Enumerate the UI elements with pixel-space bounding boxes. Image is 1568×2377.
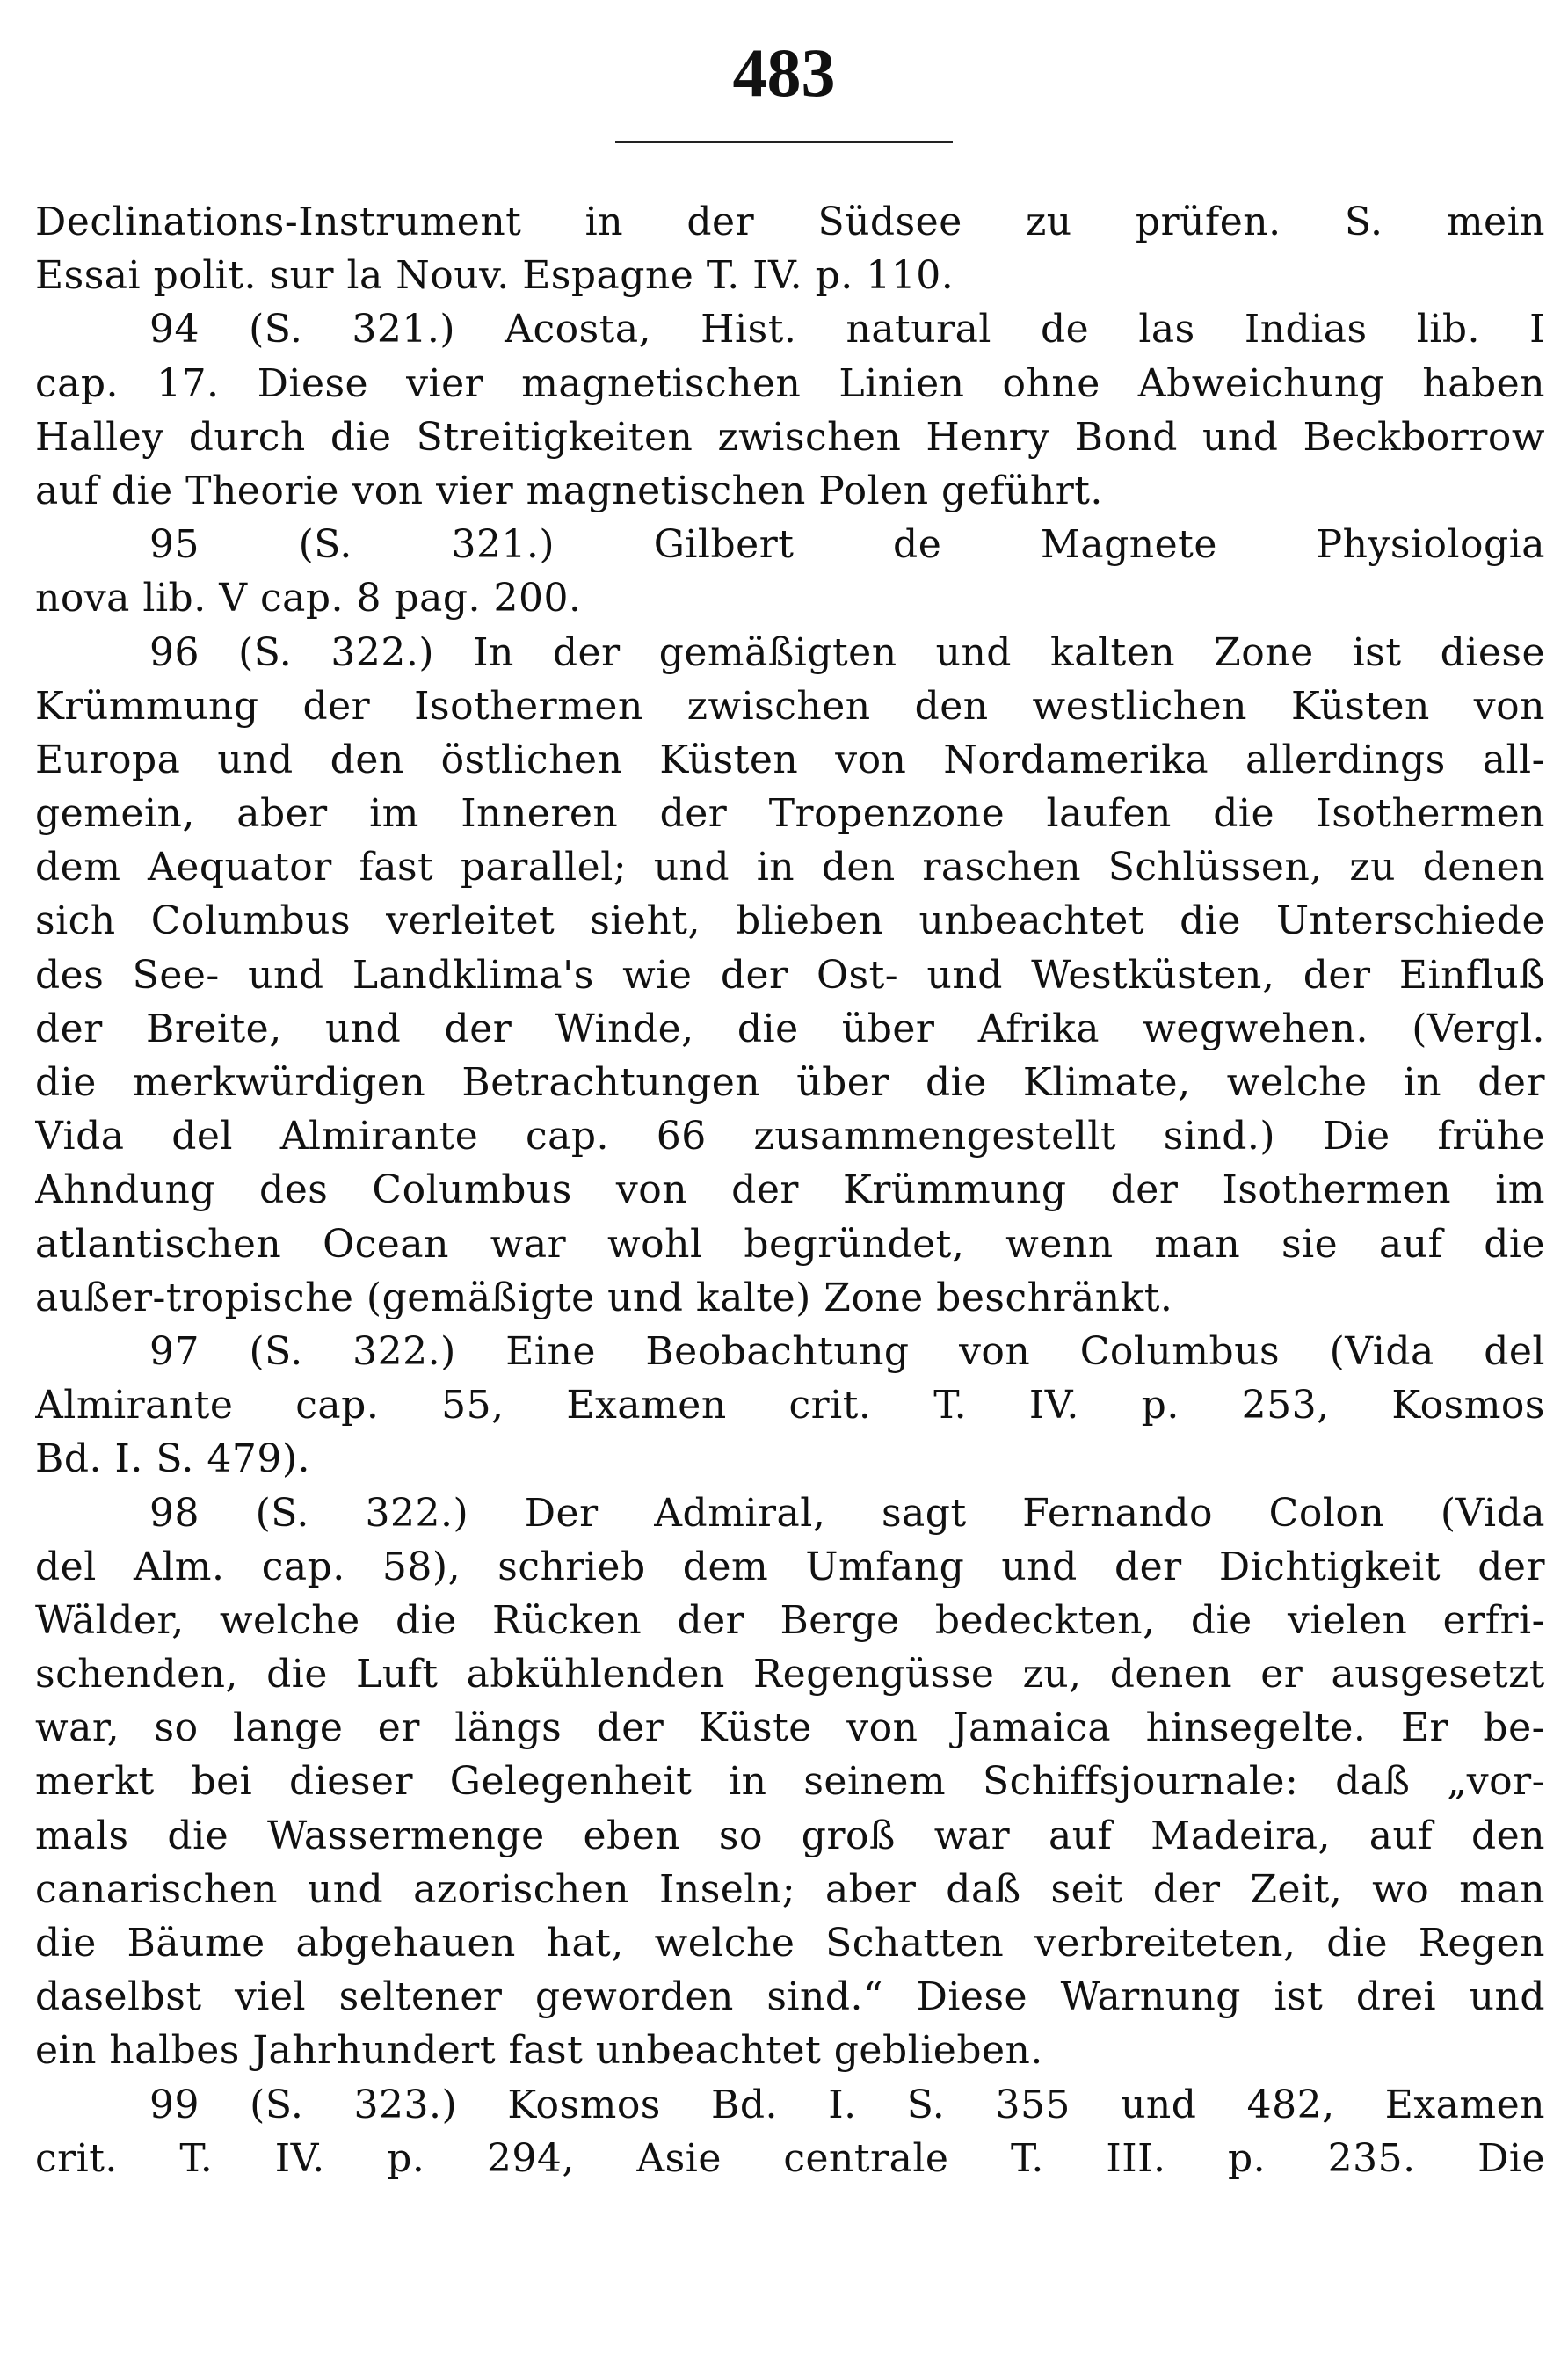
text-line: Europa und den östlichen Küsten von Nordamerika allerdings all- (35, 737, 1545, 782)
text-line: 99 (S. 323.) Kosmos Bd. I. S. 355 und 482, Examen (149, 2082, 1545, 2127)
text-line: 98 (S. 322.) Der Admiral, sagt Fernando Colon (Vida (149, 1490, 1545, 1536)
text-line: die merkwürdigen Betrachtungen über die Klimate, welche in der (35, 1060, 1545, 1105)
page-number: 483 (732, 34, 836, 111)
text-line: Declinations-Instrument in der Südsee zu prüfen. S. mein (35, 200, 1545, 244)
text-line: sich Columbus verleitet sieht, blieben unbeachtet die Unterschiede (35, 898, 1545, 944)
text-line: Essai polit. sur la Nouv. Espagne T. IV. p. 110. (35, 253, 955, 299)
text-line: war, so lange er längs der Küste von Jamaica hinsegelte. Er be- (35, 1705, 1545, 1751)
header-rule (615, 141, 953, 143)
text-line: merkt bei dieser Gelegenheit in seinem Schiffsjournale: daß „vor- (35, 1759, 1545, 1805)
text-line: nova lib. V cap. 8 pag. 200. (35, 576, 582, 622)
footnotes-text (35, 195, 1545, 2185)
text-line: 96 (S. 322.) In der gemäßigten und kalten Zone ist diese (149, 629, 1545, 675)
text-line: canarischen und azorischen Inseln; aber daß seit der Zeit, wo man (35, 1866, 1545, 1912)
text-line: Ahndung des Columbus von der Krümmung der Isothermen im (35, 1167, 1545, 1213)
text-line: die Bäume abgehauen hat, welche Schatten verbreiteten, die Regen (35, 1921, 1545, 1966)
text-line: crit. T. IV. p. 294, Asie centrale T. III. p. 235. Die (35, 2135, 1545, 2181)
text-line: atlantischen Ocean war wohl begründet, wenn man sie auf die (35, 1221, 1545, 1267)
text-line: 94 (S. 321.) Acosta, Hist. natural de las Indias lib. I (149, 307, 1545, 353)
text-line: Vida del Almirante cap. 66 zusammengestellt sind.) Die frühe (35, 1114, 1545, 1159)
text-line: Wälder, welche die Rücken der Berge bedeckten, die vielen erfri- (35, 1597, 1545, 1643)
text-line: außer-tropische (gemäßigte und kalte) Zone beschränkt. (35, 1275, 1173, 1320)
text-line: Krümmung der Isothermen zwischen den westlichen Küsten von (35, 683, 1545, 729)
text-line: Almirante cap. 55, Examen crit. T. IV. p. 253, Kosmos (35, 1383, 1545, 1428)
text-line: dem Aequator fast parallel; und in den raschen Schlüssen, zu denen (35, 845, 1545, 890)
text-line: daselbst viel seltener geworden sind.“ Diese Warnung ist drei und (35, 1974, 1545, 2020)
text-line: mals die Wassermenge eben so groß war auf Madeira, auf den (35, 1813, 1545, 1858)
text-line: schenden, die Luft abkühlenden Regengüsse zu, denen er ausgesetzt (35, 1652, 1545, 1697)
text-line: 95 (S. 321.) Gilbert de Magnete Physiologia (149, 522, 1545, 568)
text-line: Bd. I. S. 479). (35, 1436, 311, 1482)
text-line: des See- und Landklima's wie der Ost- und Westküsten, der Einfluß (35, 952, 1545, 998)
text-line: del Alm. cap. 58), schrieb dem Umfang und der Dichtigkeit der (35, 1544, 1545, 1589)
text-line: gemein, aber im Inneren der Tropenzone laufen die Isothermen (35, 791, 1545, 837)
text-line: Halley durch die Streitigkeiten zwischen Henry Bond und Beckborrow (35, 414, 1545, 460)
text-line: auf die Theorie von vier magnetischen Polen geführt. (35, 468, 1103, 513)
text-line: ein halbes Jahrhundert fast unbeachtet geblieben. (35, 2028, 1043, 2074)
text-line: 97 (S. 322.) Eine Beobachtung von Columbus (Vida del (149, 1328, 1545, 1374)
text-line: cap. 17. Diese vier magnetischen Linien ohne Abweichung haben (35, 360, 1545, 406)
text-line: der Breite, und der Winde, die über Afrika wegwehen. (Vergl. (35, 1006, 1545, 1051)
